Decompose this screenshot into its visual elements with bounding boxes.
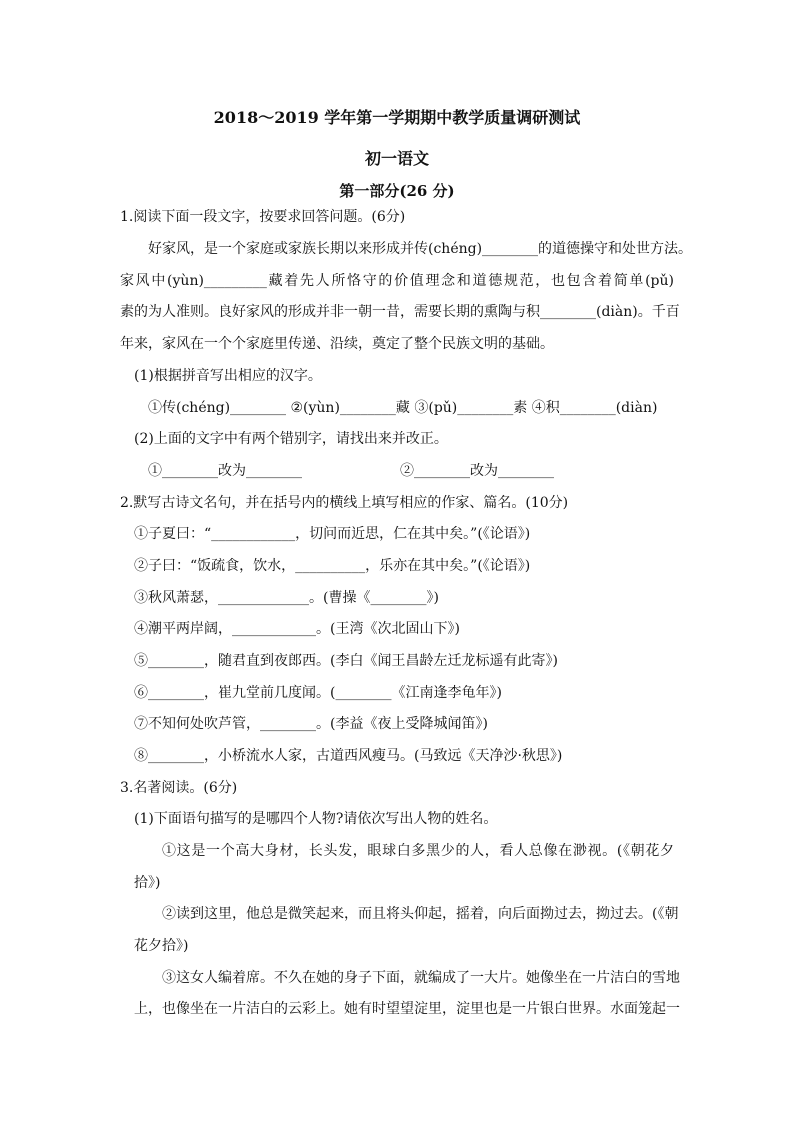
q2-item: ④潮平两岸阔，____________。(王湾《次北固山下》)	[134, 621, 460, 637]
q2-item: ②子曰：“饭疏食，饮水，__________，乐亦在其中矣。”(《论语》)	[134, 558, 531, 574]
q1-sub2: (2)上面的文字中有两个错别字，请找出来并改正。	[134, 431, 448, 447]
q1-sub2-answer-b: ②________改为________	[400, 463, 554, 479]
q2-item: ⑧________，小桥流水人家，古道西风瘦马。(马致远《天净沙·秋思》)	[134, 748, 563, 764]
part-heading: 第一部分(26 分)	[339, 182, 455, 200]
q1-sub1-answers: ①传(chéng)________ ②(yùn)________藏 ③(pǔ)________素 ④积________(diàn)	[148, 400, 658, 416]
q2-item: ①子夏曰：“____________，切问而近思，仁在其中矣。”(《论语》)	[134, 526, 531, 542]
q3-item-line: 拾》)	[134, 875, 161, 891]
q3-stem: 3.名著阅读。(6分)	[120, 780, 238, 796]
q1-stem: 1.阅读下面一段文字，按要求回答问题。(6分)	[120, 209, 406, 225]
q1-passage-line: 家风中(yùn)_________藏着先人所恪守的价值理念和道德规范，也包含着简单(pǔ)	[120, 273, 674, 289]
q2-item: ③秋风萧瑟，_____________。(曹操《________》)	[134, 590, 439, 606]
q2-item: ⑤________，随君直到夜郎西。(李白《闻王昌龄左迁龙标遥有此寄》)	[134, 653, 558, 669]
q3-item-line: ①这是一个高大身材，长头发，眼球白多黑少的人，看人总像在渺视。(《朝花夕	[162, 843, 674, 859]
q2-item: ⑦不知何处吹芦管，________。(李益《夜上受降城闻笛》)	[134, 716, 488, 732]
q3-sub1: (1)下面语句描写的是哪四个人物?请依次写出人物的姓名。	[134, 811, 498, 827]
q3-item-line: 上，也像坐在一片洁白的云彩上。她有时望望淀里，淀里也是一片银白世界。水面笼起一	[134, 1001, 680, 1017]
q1-passage-line: 素的为人准则。良好家风的形成并非一朝一昔，需要长期的熏陶与积________(diàn)。千百	[120, 304, 680, 320]
q1-passage-line: 好家风，是一个家庭或家族长期以来形成并传(chéng)________的道德操守和处世方法。	[148, 241, 693, 257]
q2-item: ⑥________，崔九堂前几度闻。(________《江南逢李龟年》)	[134, 685, 502, 701]
q1-sub1: (1)根据拼音写出相应的汉字。	[134, 368, 322, 384]
q1-passage-line: 年来，家风在一个个家庭里传递、沿续，奠定了整个民族文明的基础。	[120, 336, 554, 352]
q1-sub2-answer-a: ①________改为________	[148, 463, 302, 479]
q2-stem: 2.默写古诗文名句，并在括号内的横线上填写相应的作家、篇名。(10分)	[120, 495, 569, 511]
exam-title: 2018～2019 学年第一学期期中教学质量调研测试	[213, 108, 581, 127]
q3-item-line: ③这女人编着席。不久在她的身子下面，就编成了一大片。她像坐在一片洁白的雪地	[162, 970, 680, 986]
q3-item-line: ②读到这里，他总是微笑起来，而且将头仰起，摇着，向后面拗过去，拗过去。(《朝	[162, 906, 679, 922]
subject-title: 初一语文	[364, 149, 429, 168]
q3-item-line: 花夕拾》)	[134, 938, 189, 954]
